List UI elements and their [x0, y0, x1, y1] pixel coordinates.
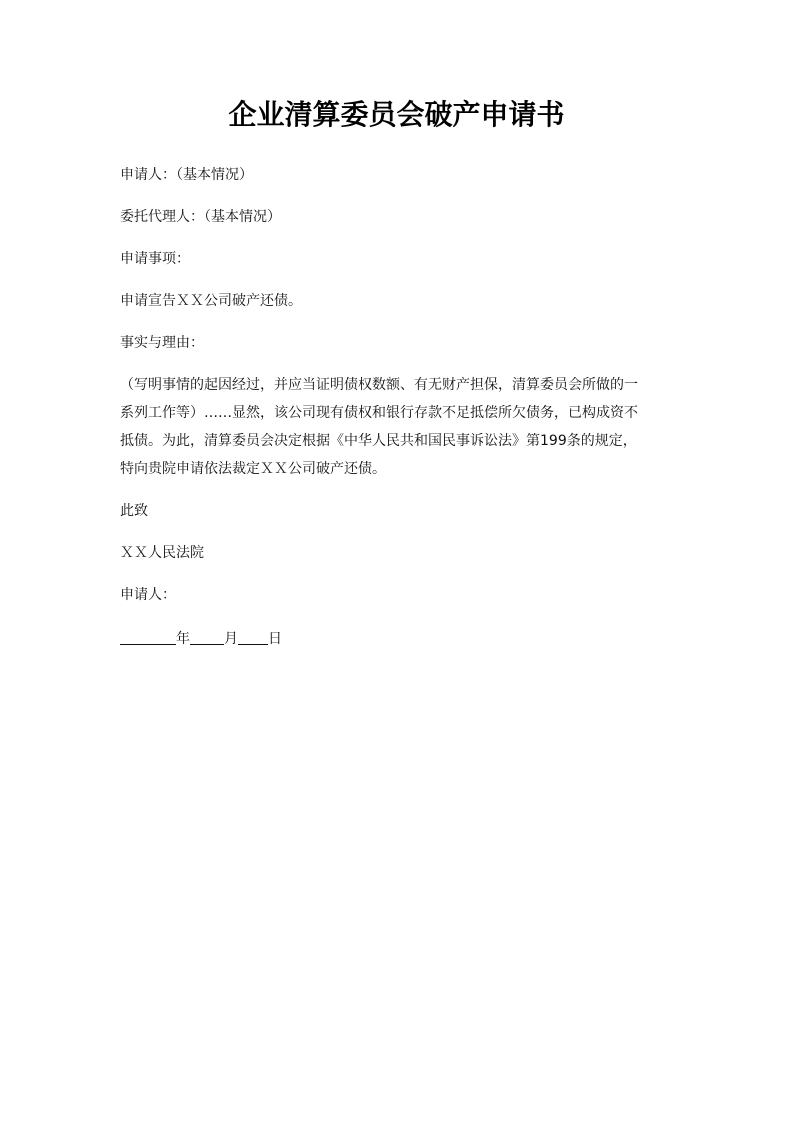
year-label: 年: [176, 631, 190, 647]
applicant-line: 申请人：（基本情况）: [120, 167, 253, 183]
court-name: ＸＸ人民法院: [120, 545, 204, 561]
month-blank[interactable]: [190, 628, 224, 645]
year-blank[interactable]: [120, 628, 176, 645]
facts-line-2: 系列工作等）……显然，该公司现有债权和银行存款不足抵偿所欠债务，已构成资不: [120, 405, 638, 421]
day-blank[interactable]: [238, 628, 268, 645]
document-title: 企业清算委员会破产申请书: [228, 98, 565, 131]
facts-line-1: （写明事情的起因经过，并应当证明债权数额、有无财产担保，清算委员会所做的一: [120, 377, 638, 393]
agent-line: 委托代理人：（基本情况）: [120, 209, 281, 225]
month-label: 月: [224, 631, 238, 647]
facts-line-3: 抵债。为此，清算委员会决定根据《中华人民共和国民事诉讼法》第199条的规定，: [120, 433, 637, 449]
facts-heading: 事实与理由：: [120, 335, 204, 351]
facts-line-4: 特向贵院申请依法裁定ＸＸ公司破产还债。: [120, 461, 386, 477]
request-text: 申请宣告ＸＸ公司破产还债。: [120, 293, 302, 309]
day-label: 日: [268, 631, 282, 647]
request-heading: 申请事项：: [120, 251, 190, 267]
date-line: [120, 625, 282, 653]
salutation: 此致: [120, 503, 148, 519]
signature-label: 申请人：: [120, 587, 176, 603]
